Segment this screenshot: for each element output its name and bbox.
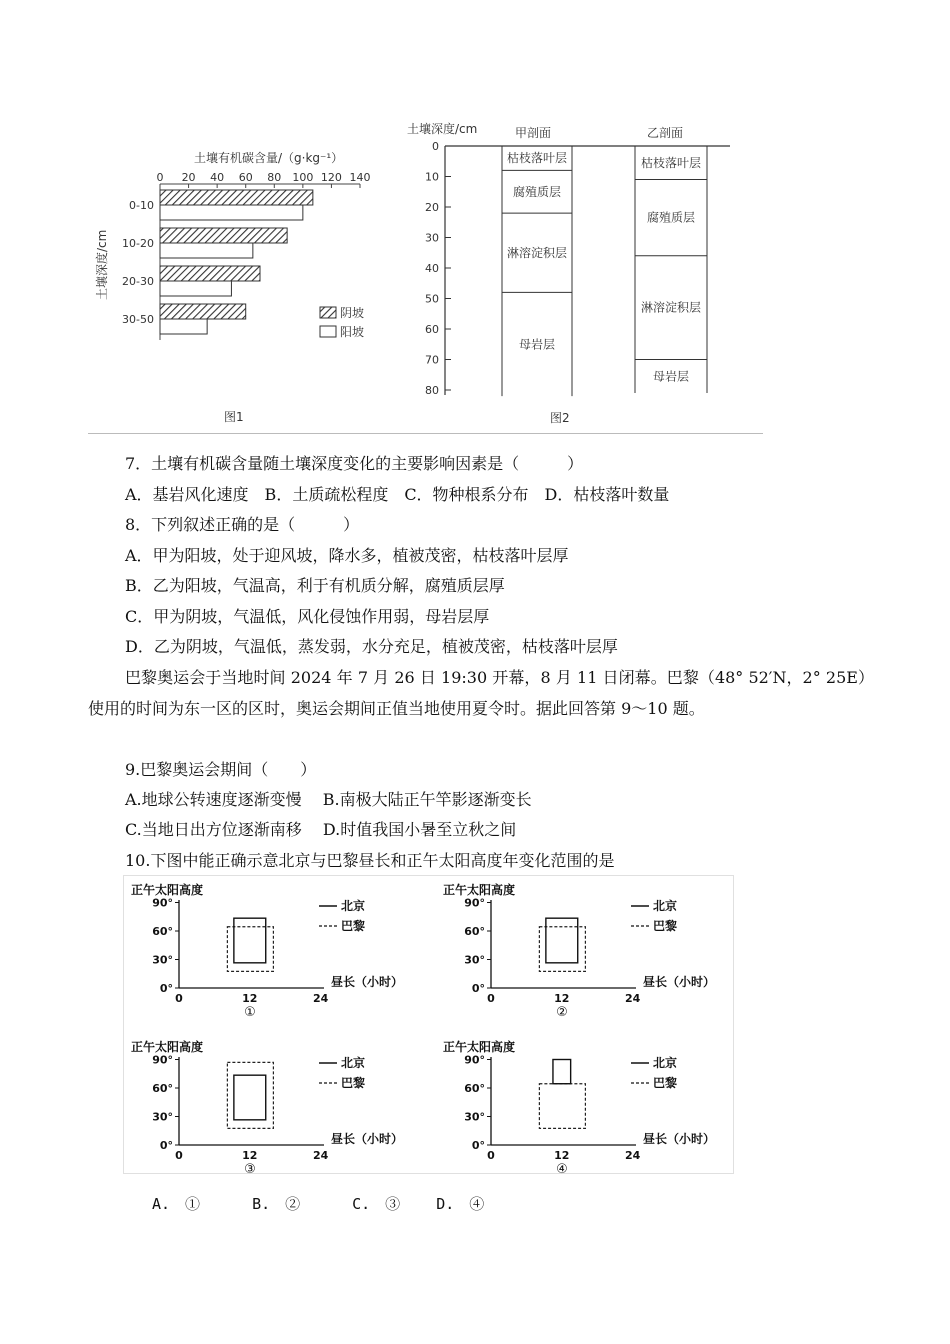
yi-layer-label: 枯枝落叶层 <box>640 155 702 170</box>
legend-paris-label: 巴黎 <box>653 919 678 933</box>
panel-xtick-label: 24 <box>624 1149 641 1162</box>
fig2-caption: 图2 <box>550 411 570 425</box>
divider <box>88 433 763 434</box>
q9-options-ab: A.地球公转速度逐渐变慢 B.南极大陆正午竿影逐渐变长 <box>125 790 532 809</box>
panel-ytick-label: 0° <box>159 1139 173 1152</box>
fig2-yi-title: 乙剖面 <box>647 126 684 140</box>
panel-ytick-label: 0° <box>471 982 485 995</box>
bar-sunny-10-20 <box>160 243 253 258</box>
panel-number: ③ <box>244 1162 256 1175</box>
q9-stem: 9.巴黎奥运会期间（ ） <box>125 760 317 779</box>
panel-ytick-label: 30° <box>152 953 173 967</box>
fig1-title: 土壤有机碳含量/（g·kg⁻¹） <box>194 151 344 165</box>
panel-xtick-label: 12 <box>554 1149 570 1162</box>
fig1-xtick-label: 20 <box>181 171 196 184</box>
panel-ytick-label: 30° <box>464 1110 485 1124</box>
fig1-caption: 图1 <box>224 410 244 424</box>
panel-ytick-label: 30° <box>152 1110 173 1124</box>
panel-ytick-label: 90° <box>152 1053 173 1067</box>
panel-xtick-label: 0 <box>487 1149 495 1162</box>
yi-layer-label: 母岩层 <box>652 369 690 384</box>
panel-xtick-label: 12 <box>554 992 570 1005</box>
panel-xlabel: 昼长（小时） <box>643 975 716 989</box>
fig1-category-label: 20-30 <box>122 275 154 288</box>
panel-number: ① <box>244 1005 256 1020</box>
fig1-category-label: 10-20 <box>122 237 154 250</box>
panel-xtick-label: 24 <box>312 1149 329 1162</box>
q9-options-cd: C.当地日出方位逐渐南移 D.时值我国小暑至立秋之间 <box>125 820 517 839</box>
panel-xtick-label: 24 <box>312 992 329 1005</box>
panel-ylabel: 正午太阳高度 <box>443 1040 516 1054</box>
fig1-ylabel: 土壤深度/cm <box>95 229 109 300</box>
fig1-category-label: 30-50 <box>122 313 154 326</box>
q8-option-c: C．甲为阴坡，气温低，风化侵蚀作用弱，母岩层厚 <box>125 607 490 626</box>
q10-option-d: D. ④ <box>436 1195 485 1213</box>
q10-option-b: B. ② <box>252 1195 301 1213</box>
jia-layer-label: 淋溶淀积层 <box>506 245 568 260</box>
q10-options <box>152 1194 484 1214</box>
q10-option-c: C. ③ <box>352 1195 401 1213</box>
panel-xlabel: 昼长（小时） <box>331 1132 404 1146</box>
q10-option-a: A. ① <box>152 1195 201 1213</box>
fig1-xtick-label: 80 <box>267 171 282 184</box>
panel-ytick-label: 60° <box>152 1082 173 1095</box>
q8-option-b: B．乙为阳坡，气温高，利于有机质分解，腐殖质层厚 <box>125 576 505 595</box>
panel-ytick-label: 30° <box>464 953 485 967</box>
legend-shade-swatch <box>320 307 336 318</box>
fig1-category-label: 0-10 <box>129 199 154 212</box>
bar-shady-20-30 <box>160 266 260 281</box>
legend-beijing-label: 北京 <box>653 899 678 913</box>
fig1-xtick-label: 100 <box>292 171 314 184</box>
yi-layer-label: 腐殖质层 <box>646 210 696 225</box>
fig2-tick-label: 10 <box>425 170 439 184</box>
fig1-xtick-label: 120 <box>320 171 342 184</box>
panel-xlabel: 昼长（小时） <box>331 975 404 989</box>
fig2-tick-label: 80 <box>425 384 439 397</box>
legend-shade-label: 阴坡 <box>340 306 365 320</box>
jia-layer-label: 枯枝落叶层 <box>506 151 568 166</box>
passage: 巴黎奥运会于当地时间 2024 年 7 月 26 日 19:30 开幕，8 月 11 日闭幕。巴黎（48° 52′N，2° 25E）使用的时间为东一区的区时，奥运会期间正值当地使用夏令时。据此回答第 9～10 题。 <box>88 668 866 718</box>
jia-layer-label: 母岩层 <box>518 337 556 352</box>
panel-xtick-label: 24 <box>624 992 641 1005</box>
legend-beijing-label: 北京 <box>341 899 366 913</box>
panel-xtick-label: 0 <box>487 992 495 1005</box>
panel-ytick-label: 60° <box>464 925 485 938</box>
bar-shady-10-20 <box>160 228 287 243</box>
fig2-tick-label: 30 <box>425 231 439 245</box>
panel-ytick-label: 0° <box>471 1139 485 1152</box>
panel-xtick-label: 0 <box>175 1149 183 1162</box>
legend-paris-label: 巴黎 <box>341 919 366 933</box>
panel-number: ② <box>556 1005 568 1020</box>
q7-stem: 7．土壤有机碳含量随土壤深度变化的主要影响因素是（ ） <box>125 454 584 473</box>
q8-option-d: D．乙为阴坡，气温低，蒸发弱，水分充足，植被茂密，枯枝落叶层厚 <box>125 637 618 656</box>
bar-sunny-30-50 <box>160 319 207 334</box>
legend-beijing-label: 北京 <box>341 1056 366 1070</box>
panel-ytick-label: 60° <box>152 925 173 938</box>
panel-ylabel: 正午太阳高度 <box>131 1040 204 1054</box>
fig2-jia-title: 甲剖面 <box>515 126 552 140</box>
fig1-xtick-label: 140 <box>349 171 371 184</box>
bar-shady-0-10 <box>160 190 313 205</box>
fig1-xtick-label: 0 <box>156 171 164 184</box>
panel-xlabel: 昼长（小时） <box>643 1132 716 1146</box>
fig2-tick-label: 70 <box>425 353 439 367</box>
fig2-tick-label: 50 <box>425 292 439 306</box>
fig2-tick-label: 40 <box>425 262 439 275</box>
q10-stem: 10.下图中能正确示意北京与巴黎昼长和正午太阳高度年变化范围的是 <box>125 851 615 870</box>
legend-sunny-label: 阳坡 <box>340 325 365 339</box>
bar-sunny-0-10 <box>160 205 303 220</box>
legend-beijing-label: 北京 <box>653 1056 678 1070</box>
figure-1 <box>88 140 388 430</box>
panel-ytick-label: 90° <box>464 1053 485 1067</box>
fig2-ylabel: 土壤深度/cm <box>407 122 478 136</box>
q7-options: A．基岩风化速度 B．土质疏松程度 C．物种根系分布 D．枯枝落叶数量 <box>125 485 670 504</box>
fig1-xtick-label: 60 <box>238 171 253 184</box>
fig1-xtick-label: 40 <box>210 171 225 184</box>
q10-figure <box>123 875 735 1175</box>
panel-xtick-label: 12 <box>242 992 258 1005</box>
panel-ytick-label: 60° <box>464 1082 485 1095</box>
bar-shady-30-50 <box>160 304 246 319</box>
fig2-tick-label: 60 <box>425 323 439 336</box>
panel-ytick-label: 90° <box>464 896 485 910</box>
legend-paris-label: 巴黎 <box>341 1076 366 1090</box>
yi-layer-label: 淋溶淀积层 <box>640 300 702 315</box>
panel-ytick-label: 90° <box>152 896 173 910</box>
fig2-tick-label: 0 <box>432 140 439 153</box>
panel-ylabel: 正午太阳高度 <box>443 883 516 897</box>
legend-sunny-swatch <box>320 326 336 337</box>
panel-number: ④ <box>556 1162 568 1175</box>
panel-xtick-label: 12 <box>242 1149 258 1162</box>
q8-option-a: A．甲为阳坡，处于迎风坡，降水多，植被茂密，枯枝落叶层厚 <box>125 546 569 565</box>
jia-layer-label: 腐殖质层 <box>512 184 562 199</box>
legend-paris-label: 巴黎 <box>653 1076 678 1090</box>
q8-stem: 8．下列叙述正确的是（ ） <box>125 515 360 534</box>
figure-2 <box>395 115 740 430</box>
fig2-tick-label: 20 <box>425 201 439 214</box>
bar-sunny-20-30 <box>160 281 231 296</box>
panel-xtick-label: 0 <box>175 992 183 1005</box>
panel-ytick-label: 0° <box>159 982 173 995</box>
panel-ylabel: 正午太阳高度 <box>131 883 204 897</box>
